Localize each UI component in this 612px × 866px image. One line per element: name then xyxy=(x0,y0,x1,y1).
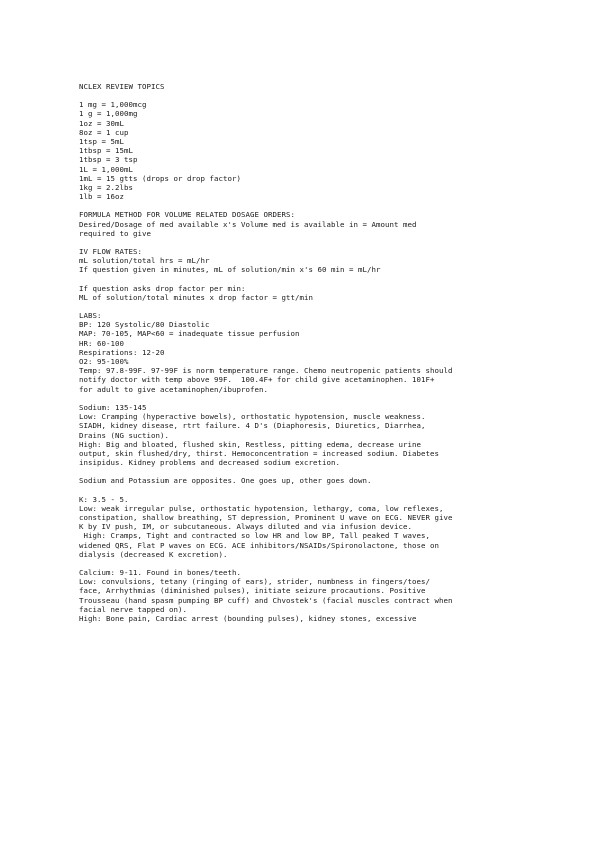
potassium-line: Low: weak irregular pulse, orthostatic hypotension, lethargy, coma, low reflexes, xyxy=(79,503,444,513)
labs-heading: LABS: xyxy=(79,311,102,321)
sodium-heading: Sodium: 135-145 xyxy=(79,402,147,412)
conversion-line: 1tbsp = 3 tsp xyxy=(79,155,138,165)
formula-block xyxy=(79,210,499,238)
conversion-line: 8oz = 1 cup xyxy=(79,127,129,137)
conversion-line: 1L = 1,000mL xyxy=(79,164,133,174)
formula-heading: FORMULA METHOD FOR VOLUME RELATED DOSAGE ORDERS: xyxy=(79,210,295,220)
conversion-line: 1 mg = 1,000mcg xyxy=(79,100,147,110)
sodium-line: insipidus. Kidney problems and decreased sodium excretion. xyxy=(79,458,340,468)
sodium-line: Low: Cramping (hyperactive bowels), orthostatic hypotension, muscle weakness. xyxy=(79,412,426,422)
conversion-line: 1mL = 15 gtts (drops or drop factor) xyxy=(79,173,241,183)
formula-line: required to give xyxy=(79,228,151,238)
document-title: NCLEX REVIEW TOPICS xyxy=(79,82,165,91)
potassium-heading: K: 3.5 - 5. xyxy=(79,494,129,504)
sodium-line: Drains (NG suction). xyxy=(79,430,169,440)
sodium-line: High: Big and bloated, flushed skin, Restless, pitting edema, decrease urine xyxy=(79,439,421,449)
labs-line: Respirations: 12-20 xyxy=(79,347,165,357)
conversion-line: 1lb = 16oz xyxy=(79,192,124,202)
conversion-line: 1 g = 1,000mg xyxy=(79,109,138,119)
calcium-line: facial nerve tapped on). xyxy=(79,604,187,614)
document-page xyxy=(79,82,499,632)
iv-flow-heading: IV FLOW RATES: xyxy=(79,247,142,257)
labs-line: Temp: 97.8-99F. 97-99F is norm temperature range. Chemo neutropenic patients should xyxy=(79,366,453,376)
sodium-line: SIADH, kidney disease, rtrt failure. 4 D's (Diaphoresis, Diuretics, Diarrhea, xyxy=(79,421,426,431)
labs-line: HR: 60-100 xyxy=(79,338,124,348)
calcium-line: face, Arrhythmias (diminished pulses), initiate seizure procautions. Positive xyxy=(79,586,426,596)
conversion-line: 1tsp = 5mL xyxy=(79,137,124,147)
labs-line: notify doctor with temp above 99F. 100.4F+ for child give acetaminophen. 101F+ xyxy=(79,375,435,385)
potassium-line: dialysis (decreased K excretion). xyxy=(79,549,228,559)
calcium-line: Low: convulsions, tetany (ringing of ears), strider, numbness in fingers/toes/ xyxy=(79,577,430,587)
labs-line: MAP: 70-105, MAP<60 = inadequate tissue perfusion xyxy=(79,329,300,339)
conversion-line: 1oz = 30mL xyxy=(79,118,124,128)
drop-factor-line: ML of solution/total minutes x drop factor = gtt/min xyxy=(79,292,313,302)
calcium-block xyxy=(79,568,499,623)
conversion-line: 1tbsp = 15mL xyxy=(79,146,133,156)
potassium-block xyxy=(79,495,499,559)
potassium-line: widened QRS, Flat P waves on ECG. ACE inhibitors/NSAIDs/Spironolactone, those on xyxy=(79,540,439,550)
conversion-line: 1kg = 2.2lbs xyxy=(79,183,133,193)
potassium-line: K by IV push, IM, or subcutaneous. Always diluted and via infusion device. xyxy=(79,522,412,532)
sodium-block xyxy=(79,403,499,467)
potassium-line: High: Cramps, Tight and contracted so low HR and low BP, Tall peaked T waves, xyxy=(79,531,430,541)
labs-line: O2: 95-100% xyxy=(79,357,129,367)
iv-flow-block xyxy=(79,247,499,275)
labs-line: BP: 120 Systolic/80 Diastolic xyxy=(79,320,210,330)
iv-flow-line: If question given in minutes, mL of solution/min x's 60 min = mL/hr xyxy=(79,265,381,275)
calcium-heading: Calcium: 9-11. Found in bones/teeth. xyxy=(79,567,241,577)
calcium-line: Trousseau (hand spasm pumping BP cuff) and Chvostek's (facial muscles contract when xyxy=(79,595,453,605)
drop-factor-line: If question asks drop factor per min: xyxy=(79,283,246,293)
calcium-line: High: Bone pain, Cardiac arrest (bounding pulses), kidney stones, excessive xyxy=(79,613,417,623)
labs-block xyxy=(79,311,499,394)
opposites-line: Sodium and Potassium are opposites. One goes up, other goes down. xyxy=(79,476,372,486)
sodium-line: output, skin flushed/dry, thirst. Hemoconcentration = increased sodium. Diabetes xyxy=(79,448,439,458)
labs-line: for adult to give acetaminophen/ibuprofen. xyxy=(79,384,268,394)
opposites-block xyxy=(79,476,499,485)
drop-factor-block xyxy=(79,284,499,302)
potassium-line: constipation, shallow breathing, ST depression, Prominent U wave on ECG. NEVER give xyxy=(79,512,453,522)
conversions-block xyxy=(79,100,499,201)
iv-flow-line: mL solution/total hrs = mL/hr xyxy=(79,256,210,266)
formula-line: Desired/Dosage of med available x's Volume med is available in = Amount med xyxy=(79,219,417,229)
